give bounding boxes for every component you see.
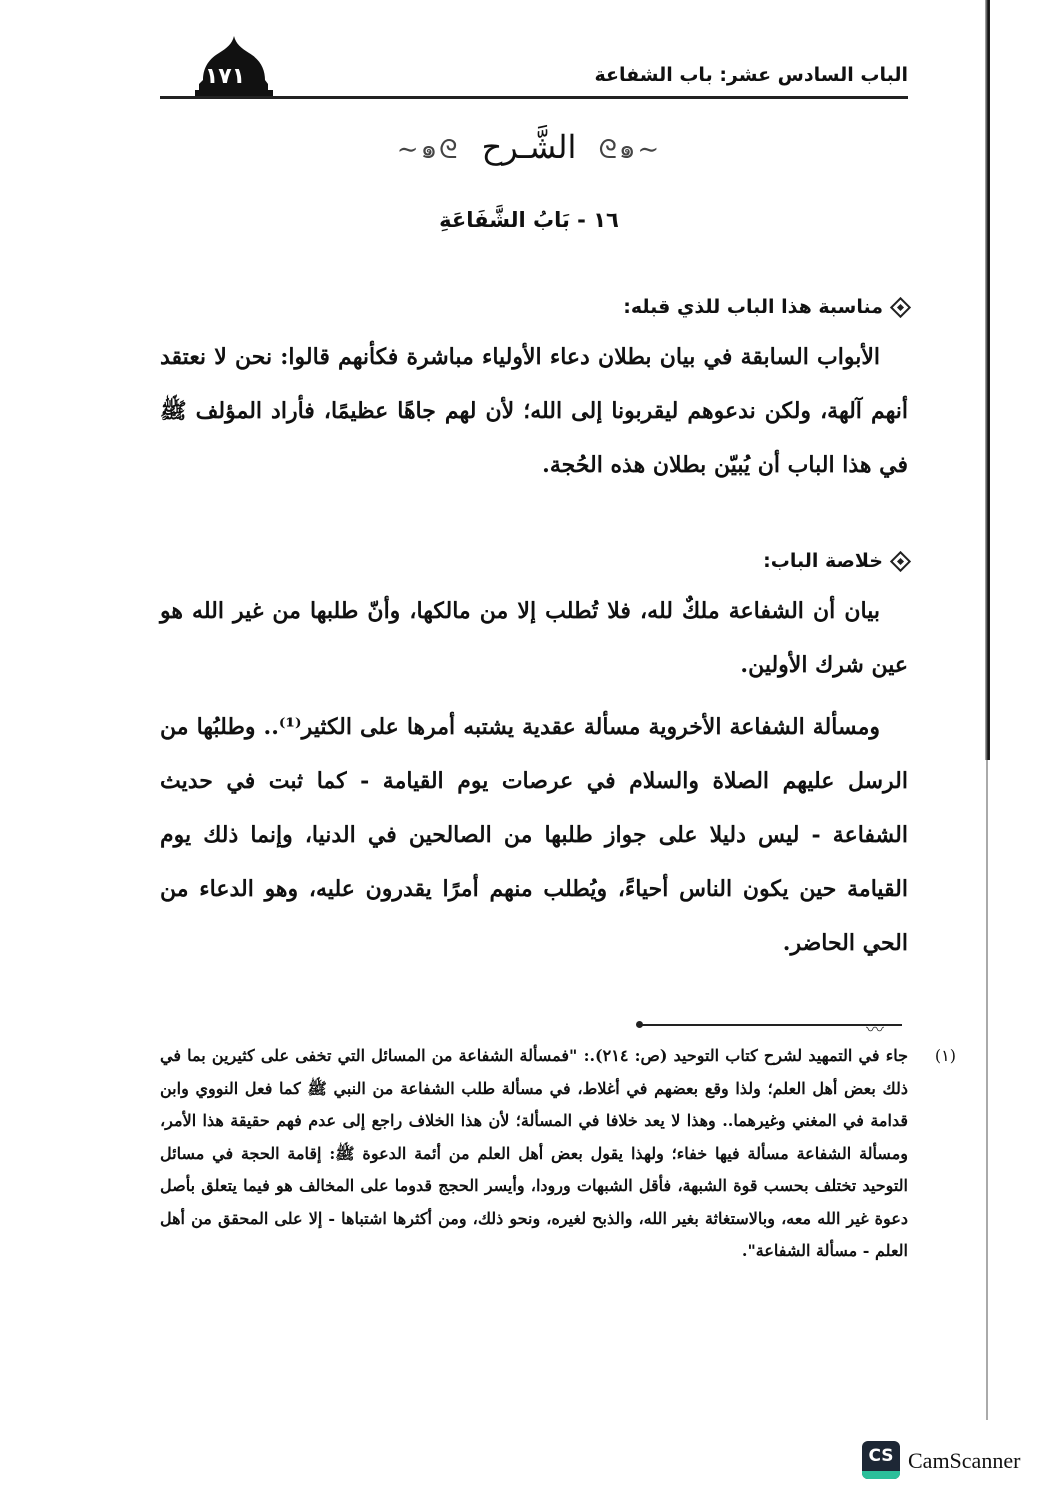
chapter-title: ١٦ - بَابُ الشَّفَاعَةِ <box>439 208 619 232</box>
diamond-bullet-icon <box>890 296 911 317</box>
section-summary <box>160 550 908 970</box>
section-title <box>0 128 1058 170</box>
section-title-text: الشَّـرح <box>481 128 577 166</box>
camscanner-logo-icon <box>862 1441 900 1479</box>
scan-edge-shadow <box>985 0 990 760</box>
diamond-bullet-icon <box>890 550 911 571</box>
paragraph: بيان أن الشفاعة ملكٌ لله، فلا تُطلب إلا من مالكها، وأنّ طلبها من غير الله هو عين شرك الأولين. <box>160 598 908 678</box>
footnote-text: جاء في التمهيد لشرح كتاب التوحيد (ص: ٢١٤).: "فمسألة الشفاعة من المسائل التي تخفى على كثيرين بما في ذلك بعض أهل العلم؛ ولذا وقع بعضهم في أغلاط، في مسألة طلب الشفاعة من النبي ﷺ كما فعل النووي وابن قدامة في المغني وغيرهما.. وهذا لا يعد خلافا في المسألة؛ لأن هذا الخلاف راجع إلى عدم فهم حقيقة هذا الأمر، ومسألة الشفاعة مسألة فيها خفاء؛ ولهذا يقول بعض أهل العلم من أئمة الدعوة ﷺ: إقامة الحجة في مسائل التوحيد تختلف بحسب قوة الشبهة، فأقل الشبهات ورودا، وأيسر الحجج قدوما على المخالف هو فيما يتعلق بأصل دعوة غير الله معه، وبالاستغاثة بغير الله، والذبح لغيره، ونحو ذلك، ومن أكثرها اشتباها - إلا على المحقق من أهل العلم - مسألة الشفاعة". <box>160 1046 909 1260</box>
footnote-separator-wave-icon: 〰 <box>866 1020 884 1041</box>
footnote-separator <box>640 1024 902 1026</box>
flourish-left-icon: ∽ᘓ๑ <box>598 135 662 165</box>
page-number: ١٧١ <box>204 64 246 89</box>
footnote <box>160 1040 956 1268</box>
camscanner-badge-bar <box>862 1471 900 1479</box>
paragraph: ومسألة الشفاعة الأخروية مسألة عقدية يشتبه أمرها على الكثير⁽¹⁾.. وطلبُها من الرسل عليهم الصلاة والسلام في عرصات يوم القيامة - كما ثبت في حديث الشفاعة - ليس دليلا على جواز طلبها من الصالحين في الدنيا، وإنما ذلك يوم القيامة حين يكون الناس أحياءً، ويُطلب منهم أمرًا يقدرون عليه، وهو الدعاء من الحي الحاضر. <box>160 714 908 956</box>
camscanner-watermark: CamScanner <box>908 1448 1021 1473</box>
section-heading-text: خلاصة الباب: <box>763 550 883 572</box>
section-heading <box>160 550 908 572</box>
flourish-right-icon: ๑ᘓ∽ <box>396 135 460 165</box>
running-title: الباب السادس عشر: باب الشفاعة <box>594 64 908 86</box>
section-relation <box>160 296 908 492</box>
camscanner-badge-text: CS <box>868 1446 894 1466</box>
paragraph: الأبواب السابقة في بيان بطلان دعاء الأولياء مباشرة فكأنهم قالوا: نحن لا نعتقد أنهم آلهة، ولكن ندعوهم ليقربونا إلى الله؛ لأن لهم جاهًا عظيمًا، فأراد المؤلف ﷺ في هذا الباب أن يُبيّن بطلان هذه الحُجة. <box>160 344 908 478</box>
section-heading <box>160 296 908 318</box>
page-header <box>160 30 908 110</box>
scan-edge-line <box>986 760 988 1420</box>
section-heading-text: مناسبة هذا الباب للذي قبله: <box>623 296 883 318</box>
footnote-number: (١) <box>934 1046 956 1065</box>
header-rule <box>160 96 908 99</box>
